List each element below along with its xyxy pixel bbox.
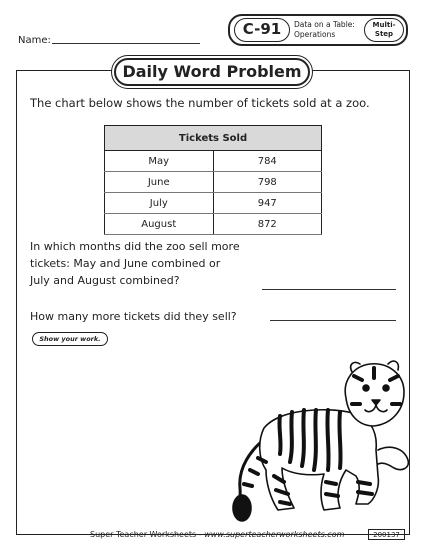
month-cell: July xyxy=(105,193,214,214)
name-input-line[interactable] xyxy=(52,43,200,44)
table-row xyxy=(105,214,322,235)
tickets-cell: 947 xyxy=(213,193,322,214)
answer-1-line[interactable] xyxy=(262,289,396,290)
footer-site: Super Teacher Worksheets - xyxy=(90,530,205,539)
worksheet-code: C-91 xyxy=(234,18,290,42)
table-row xyxy=(105,172,322,193)
tiger-icon xyxy=(228,358,413,523)
footer-url[interactable]: www.superteacherworksheets.com xyxy=(204,530,345,539)
month-cell: June xyxy=(105,172,214,193)
tickets-cell: 872 xyxy=(213,214,322,235)
question-1-line-2: tickets: May and June combined or xyxy=(30,257,221,270)
question-1-line-1: In which months did the zoo sell more xyxy=(30,240,240,253)
show-work-badge: Show your work. xyxy=(32,332,108,346)
topic-line-2: Operations xyxy=(294,30,336,39)
page-code-box: 200137 xyxy=(368,529,405,540)
month-cell: August xyxy=(105,214,214,235)
multi-step-badge xyxy=(364,18,404,42)
answer-2-line[interactable] xyxy=(270,320,396,321)
tickets-table xyxy=(104,125,322,235)
table-header-row xyxy=(105,126,322,151)
table-row xyxy=(105,193,322,214)
question-2: How many more tickets did they sell? xyxy=(30,310,237,323)
table-row xyxy=(105,151,322,172)
step-line-2: Step xyxy=(374,30,394,38)
tickets-cell: 798 xyxy=(213,172,322,193)
name-label: Name: xyxy=(18,35,51,46)
page-title: Daily Word Problem xyxy=(114,58,310,86)
intro-text: The chart below shows the number of tickets sold at a zoo. xyxy=(30,96,370,110)
footer-credit xyxy=(90,530,344,539)
tickets-cell: 784 xyxy=(213,151,322,172)
table-header: Tickets Sold xyxy=(105,126,322,151)
month-cell: May xyxy=(105,151,214,172)
step-line-1: Multi- xyxy=(372,21,396,29)
question-1-line-3: July and August combined? xyxy=(30,274,180,287)
topic-line-1: Data on a Table: xyxy=(294,20,355,29)
